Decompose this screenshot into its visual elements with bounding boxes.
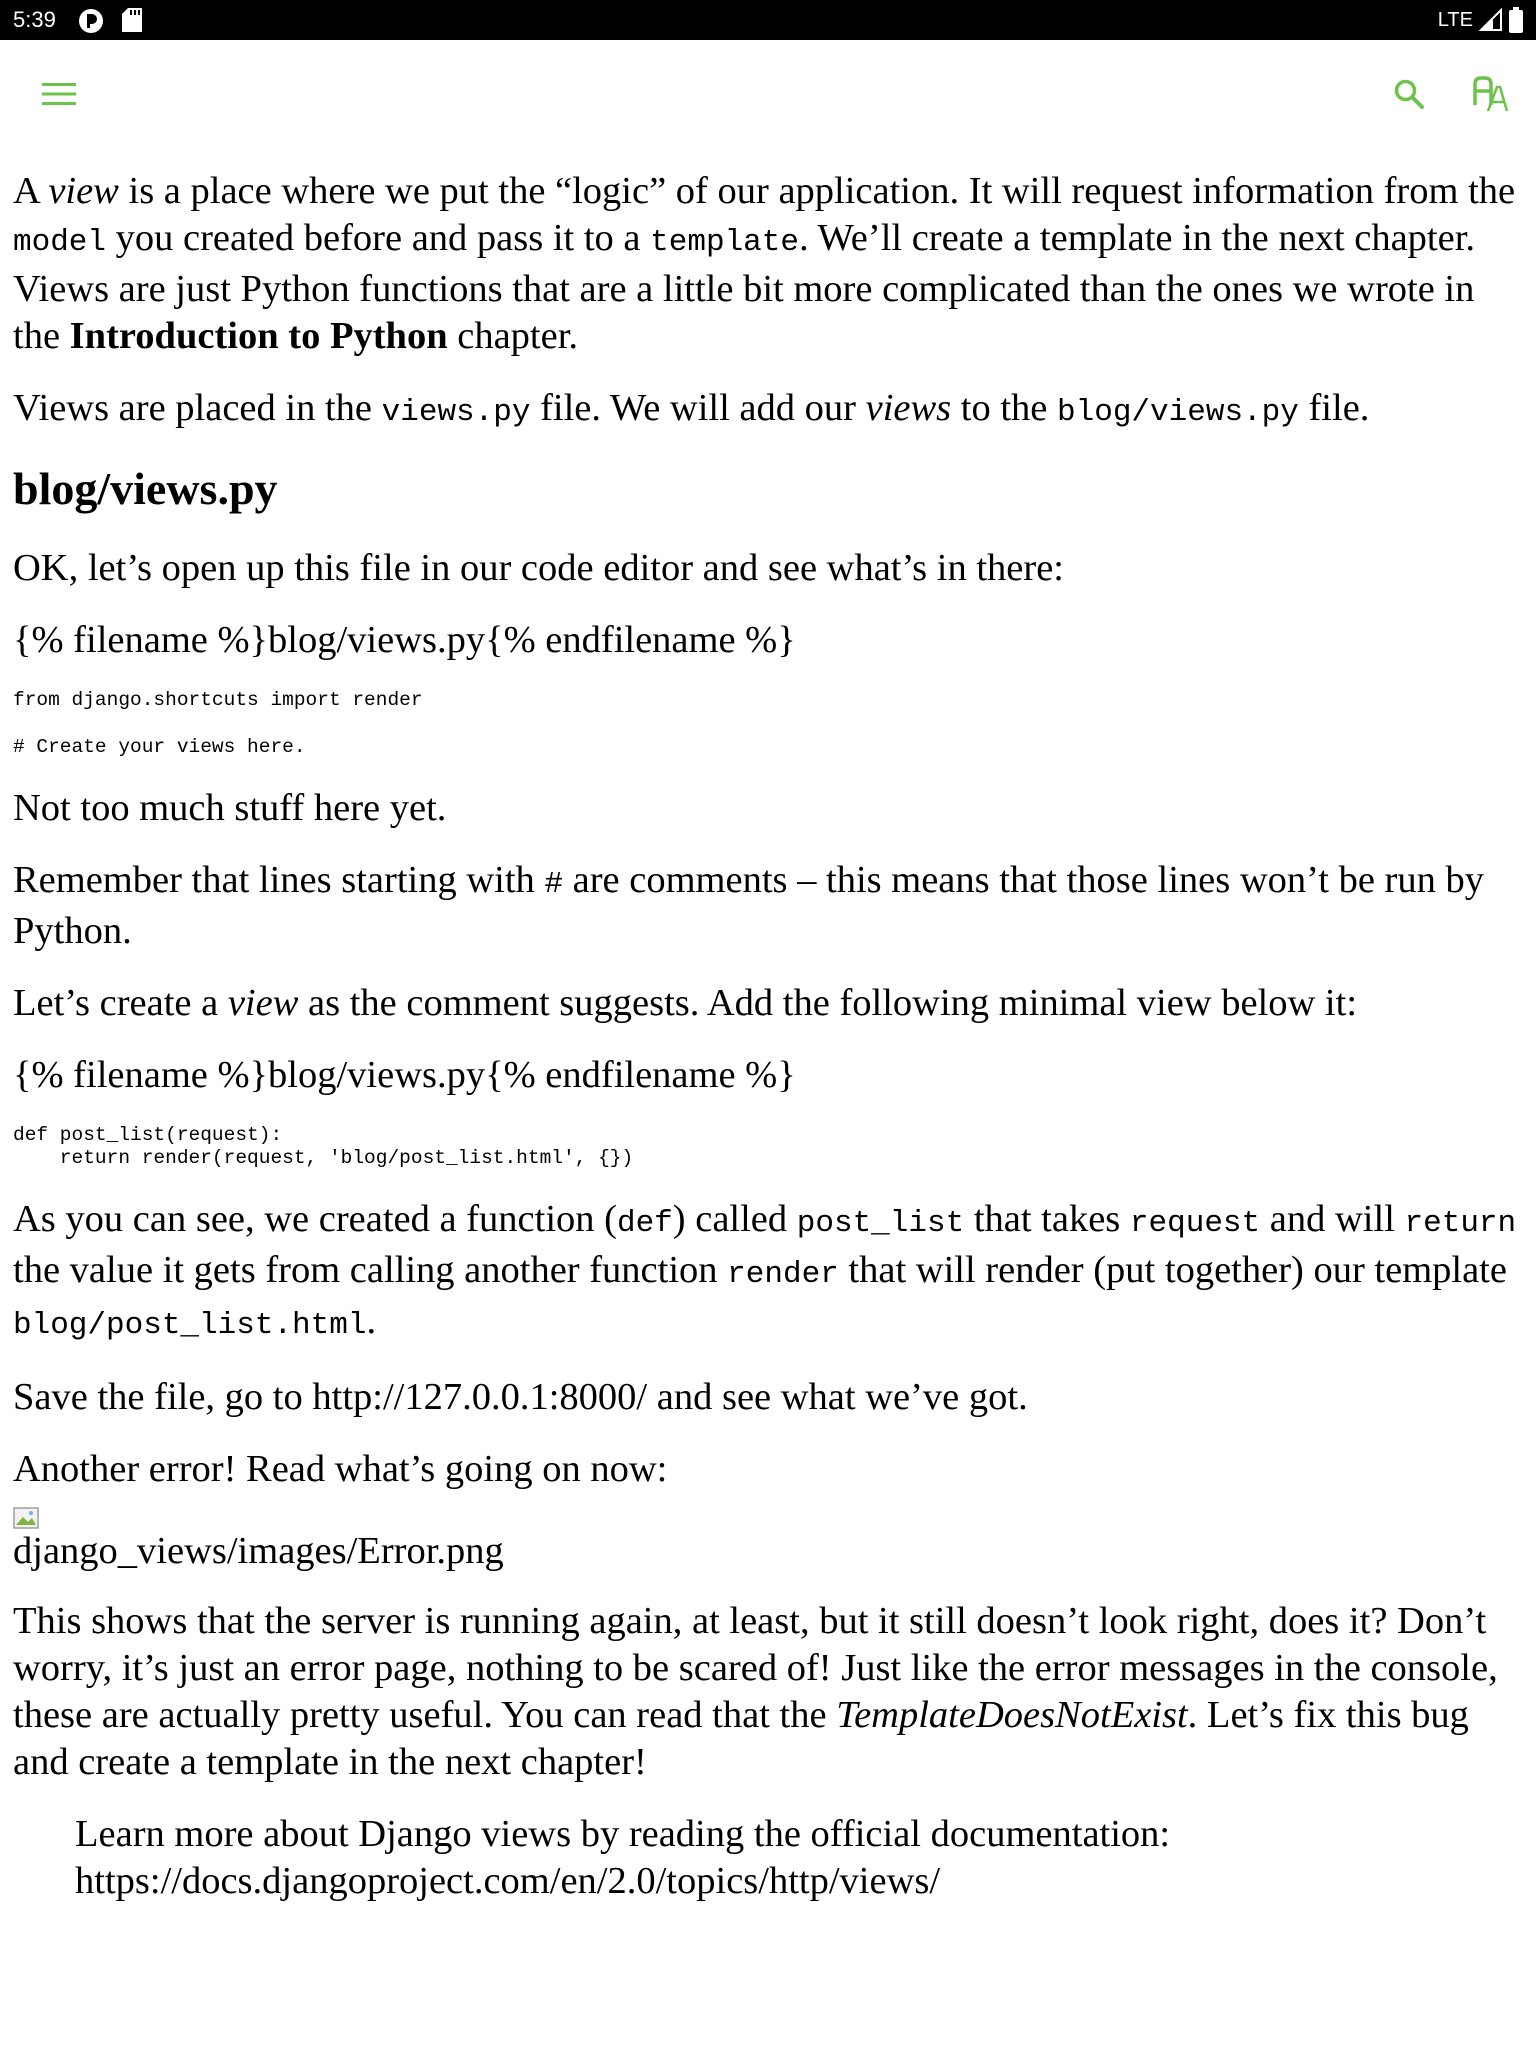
text: Remember that lines starting with	[13, 858, 545, 901]
paragraph-not-much: Not too much stuff here yet.	[13, 786, 447, 829]
paragraph-comments	[13, 857, 1523, 955]
status-bar	[0, 0, 1536, 40]
bold-text: Introduction to Python	[69, 315, 448, 357]
note-quote	[13, 1811, 1523, 1905]
text: chapter.	[447, 315, 579, 357]
text: Views are placed in the	[13, 387, 382, 429]
inline-code: return	[1404, 1205, 1517, 1241]
text: A	[13, 170, 49, 212]
menu-button[interactable]	[29, 64, 89, 124]
text: . Let’s fix this bug and create a template in the next chapter!	[13, 1693, 1469, 1783]
text: to the	[951, 387, 1058, 429]
text: . We’ll create a template in the next chapter. Views are just Python functions that are a little bit more complicated than the ones we wrote in the	[13, 217, 1476, 357]
emphasis: views	[865, 387, 952, 429]
text: the value it gets from calling another function	[13, 1248, 728, 1291]
section-heading: blog/views.py	[13, 463, 278, 514]
paragraph-views-placement	[13, 385, 1523, 436]
paragraph-function-explain	[13, 1196, 1523, 1349]
battery-icon	[1509, 7, 1523, 33]
sync-icon	[78, 8, 104, 34]
inline-code: #	[544, 866, 564, 902]
text: file. We will add our	[530, 387, 866, 429]
article-content	[13, 113, 1523, 1930]
inline-code: blog/views.py	[1057, 395, 1299, 430]
font-size-button[interactable]	[1461, 64, 1521, 124]
inline-code: render	[727, 1256, 839, 1292]
text: This shows that the server is running again, at least, but it still doesn’t look right, does it? Don’t worry, it’s just an error page, nothing to be scared of! Just like the error messages in the console, these are actually pretty useful. You can read that the	[13, 1599, 1498, 1736]
text: .	[366, 1299, 377, 1342]
inline-code: def	[616, 1205, 673, 1241]
network-type: LTE	[1437, 8, 1473, 31]
code-block-imports: from django.shortcuts import render # Create your views here.	[13, 689, 423, 758]
emphasis: view	[227, 981, 299, 1024]
text: As you can see, we created a function (	[13, 1197, 617, 1240]
status-time: 5:39	[13, 7, 56, 32]
text: is a place where we put the “logic” of our application. It will request information from the	[118, 170, 1516, 212]
error-image	[13, 1507, 1523, 1573]
text: Let’s create a	[13, 981, 228, 1024]
paragraph-open-file: OK, let’s open up this file in our code editor and see what’s in there:	[13, 547, 1065, 589]
status-right	[1438, 7, 1523, 33]
broken-image-icon	[13, 1507, 39, 1529]
sd-card-icon	[122, 8, 142, 32]
inline-code: views.py	[381, 395, 531, 430]
text: file.	[1298, 387, 1370, 429]
inline-code: request	[1129, 1205, 1261, 1241]
menu-icon	[42, 82, 76, 106]
search-button[interactable]	[1379, 64, 1439, 124]
text: and will	[1260, 1197, 1405, 1240]
text: you created before and pass it to a	[106, 217, 651, 259]
text: that takes	[964, 1197, 1130, 1240]
signal-icon	[1479, 8, 1503, 32]
paragraph-view-intro	[13, 168, 1523, 360]
paragraph-save-file: Save the file, go to http://127.0.0.1:8000/ and see what we’ve got.	[13, 1375, 1028, 1418]
search-icon	[1393, 78, 1425, 110]
inline-code: blog/post_list.html	[13, 1307, 367, 1343]
text: are comments – this means that those lines won’t be run by Python.	[13, 858, 1484, 952]
code-block-post-list: def post_list(request): return render(request, 'blog/post_list.html', {})	[13, 1123, 634, 1169]
emphasis: TemplateDoesNotExist	[836, 1693, 1188, 1736]
inline-code: post_list	[796, 1205, 965, 1241]
font-size-icon	[1472, 75, 1510, 113]
inline-code: model	[13, 225, 107, 260]
inline-code: template	[650, 225, 799, 260]
emphasis: view	[48, 170, 119, 212]
paragraph-another-error: Another error! Read what’s going on now:	[13, 1447, 668, 1490]
image-alt-text: django_views/images/Error.png	[13, 1529, 504, 1572]
text: as the comment suggests. Add the following minimal view below it:	[298, 981, 1358, 1024]
paragraph-create-view	[13, 980, 1523, 1027]
app-toolbar	[0, 40, 1536, 148]
text: ) called	[672, 1197, 797, 1240]
filename-tag: {% filename %}blog/views.py{% endfilename %}	[13, 1053, 796, 1096]
paragraph-server-running	[13, 1598, 1523, 1786]
quote-text: Learn more about Django views by reading the official documentation: https://docs.djangoproject.com/en/2.0/topics/http/views/	[75, 1812, 1171, 1902]
filename-tag: {% filename %}blog/views.py{% endfilename %}	[13, 619, 796, 661]
text: that will render (put together) our template	[838, 1248, 1507, 1291]
